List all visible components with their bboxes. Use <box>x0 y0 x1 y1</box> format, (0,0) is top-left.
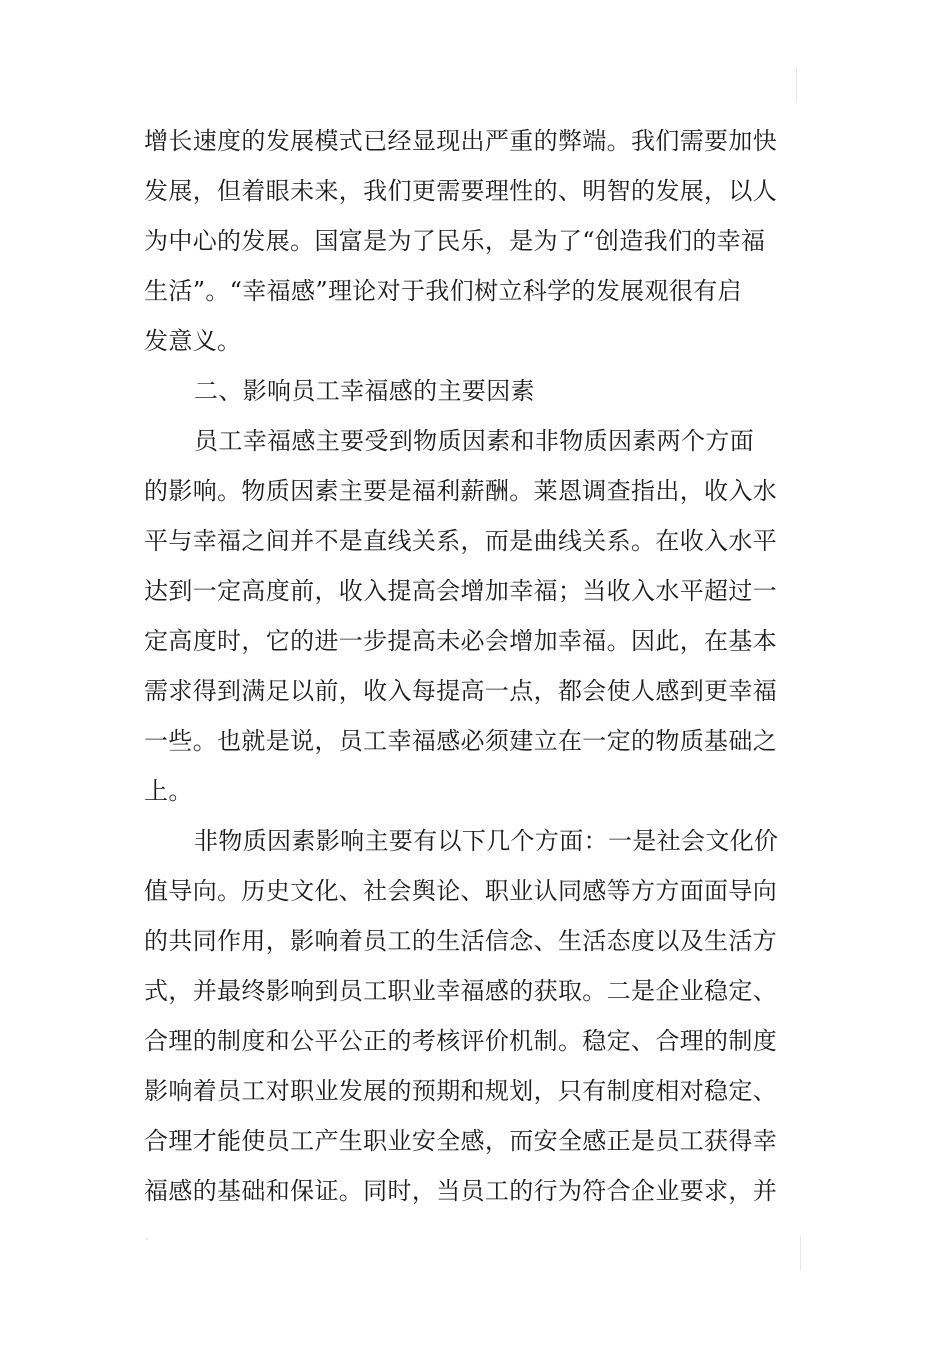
text-line: 上。 <box>144 777 193 805</box>
text-line: 为中心的发展。国富是为了民乐，是为了“创造我们的幸福 <box>144 227 766 255</box>
text-line: 平与幸福之间并不是直线关系，而是曲线关系。在收入水平 <box>144 527 778 555</box>
text-line: 一些。也就是说，员工幸福感必须建立在一定的物质基础之 <box>144 727 778 755</box>
text-line: 需求得到满足以前，收入每提高一点，都会使人感到更幸福 <box>144 677 778 705</box>
text-line: 达到一定高度前，收入提高会增加幸福；当收入水平超过一 <box>144 577 778 605</box>
text-line: 非物质因素影响主要有以下几个方面：一是社会文化价 <box>194 827 779 855</box>
text-line: 式，并最终影响到员工职业幸福感的获取。二是企业稳定、 <box>144 977 778 1005</box>
text-line: 生活”。“幸福感”理论对于我们树立科学的发展观很有启 <box>144 277 742 305</box>
text-line: 合理的制度和公平公正的考核评价机制。稳定、合理的制度 <box>144 1027 778 1055</box>
text-line: 合理才能使员工产生职业安全感，而安全感正是员工获得幸 <box>144 1127 778 1155</box>
text-line: 发展，但着眼未来，我们更需要理性的、明智的发展，以人 <box>144 177 778 205</box>
page-edge-mark-top <box>796 68 797 102</box>
text-line: 定高度时，它的进一步提高未必会增加幸福。因此，在基本 <box>144 627 778 655</box>
text-line: 的共同作用，影响着员工的生活信念、生活态度以及生活方 <box>144 927 778 955</box>
text-line: 福感的基础和保证。同时，当员工的行为符合企业要求，并 <box>144 1177 778 1205</box>
text-line: 发意义。 <box>144 327 242 355</box>
text-line: 值导向。历史文化、社会舆论、职业认同感等方方面面导向 <box>144 877 778 905</box>
text-line: 增长速度的发展模式已经显现出严重的弊端。我们需要加快 <box>144 127 778 155</box>
page-edge-dot <box>146 1238 148 1240</box>
section-heading: 二、影响员工幸福感的主要因素 <box>194 377 535 405</box>
text-line: 员工幸福感主要受到物质因素和非物质因素两个方面 <box>194 427 755 455</box>
page-edge-mark-bottom <box>800 1236 801 1270</box>
text-line: 的影响。物质因素主要是福利薪酬。莱恩调查指出，收入水 <box>144 477 778 505</box>
text-line: 影响着员工对职业发展的预期和规划，只有制度相对稳定、 <box>144 1077 778 1105</box>
